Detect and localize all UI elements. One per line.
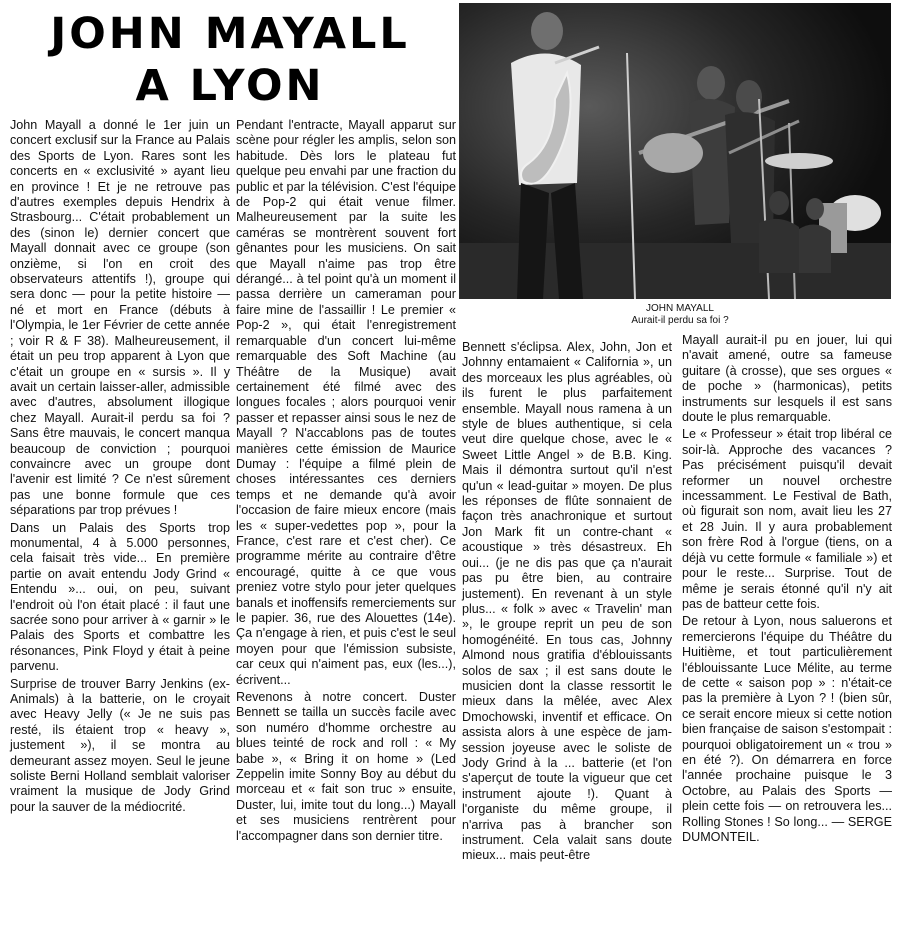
article-paragraph: John Mayall a donné le 1er juin un concert exclusif sur la France au Palais des Sports de Lyon. Rares sont les concerts en « exclusivité » ayant lieu en province ! Et je ne retrouve pas d'autres exemples depuis Hendrix à Strasbourg... C'était probablement un des (sinon le) dernier concert que Mayall donnait avec ce groupe (son onzième, si l'on en croit des observateurs attentifs !), groupe qui sera donc — pour la petite histoire — né et mort en France (débuts à l'Olympia, le 1er Février de cette année ; voir R & F 38). Malheureusement, il était un peu trop apparent à Lyon que c'était un groupe en « sursis ». Il y avait un certain laisser-aller, admissible avec d'autres, absolument illogique chez Mayall. Aurait-il perdu sa foi ? Sans être mauvais, le concert manqua beaucoup de conviction ; pourquoi convaincre avec un groupe dont l'avenir est limité ? Ce n'est sûrement pas une bonne formule que ces séparations par trop prévues ! — [10, 118, 230, 518]
concert-photo — [459, 3, 891, 299]
photo-caption — [560, 303, 800, 327]
article-paragraph: Revenons à notre concert. Duster Bennett se tailla un succès facile avec son numéro d'homme orchestre au blues teinté de rock and roll : « My babe », « Bring it on home » (Led Zeppelin imite Sonny Boy au début du morceau et « fait son truc » ensuite, Duster, lui, imite tout du long...) Mayall et ses musiciens rentrèrent pour l'accompagner dans son dernier titre. — [236, 690, 456, 843]
photo-caption-text: Aurait-il perdu sa foi ? — [631, 315, 729, 326]
headline — [10, 8, 450, 112]
article-column-1 — [10, 118, 230, 817]
article-column-3 — [462, 340, 672, 866]
concert-photo-illustration — [459, 3, 891, 299]
article-paragraph: Dans un Palais des Sports trop monumental, 4 à 5.000 personnes, cela faisait très vide... En première partie on avait entendu Jody Grind « Entendu »... oui, on peu, suivant l'endroit où l'on était placé : il faut une sacrée sono pour arriver à « garnir » le Palais des Sports et combattre les résonances, Pink Floyd y était à peine parvenu. — [10, 520, 230, 674]
headline-line-1: JOHN MAYALL — [50, 9, 410, 59]
article-paragraph: Le « Professeur » était trop libéral ce soir-là. Approche des vacances ? Pas précisément puisqu'il devait reformer un nouvel orchestre incessamment. Le Festival de Bath, où figurait son nom, avait lieu les 27 et 28 Juin. Il y aura probablement son frère Rod à l'orgue (tiens, on a déjà vu cette formule « familiale ») et pour le reste... Surprise. Tout de même je serais étonné qu'il n'y ait pas de batteur cette fois. — [682, 427, 892, 611]
article-paragraph: De retour à Lyon, nous saluerons et remercierons l'équipe du Théâtre du Huitième, et tout particulièrement l'éblouissante Luce Mélite, au terme de cette « saison pop » : n'était-ce pas la première à Lyon ? ! (bien sûr, ce serait encore mieux si cette notion bien française de saison s'estompait : pourquoi obligatoirement un « trou » en été ?). On démarrera en force l'année prochaine puisque le 3 Octobre, au Palais des Sports — plein cette fois — on retrouvera les... Rolling Stones ! So long... — SERGE DUMONTEIL. — [682, 614, 892, 844]
article-column-4 — [682, 333, 892, 847]
article-column-2 — [236, 118, 456, 846]
article-paragraph: Bennett s'éclipsa. Alex, John, Jon et Johnny entamaient « California », un des morceaux les plus agréables, où ils furent le plus parfaitement ensemble. Mayall nous ramena à un style de blues authentique, si cela veut dire quelque chose, avec le « Sweet Little Angel » de B.B. King. Mais il démontra surtout qu'il n'est qu'un « lead-guitar » moyen. De plus les réponses de flûte sonnaient de façon très anachronique et surtout Jon Mark fit un contre-chant « acoustique » très désastreux. Eh oui... (je ne dis pas que ça n'aurait pas pu être bien, au contraire justement). En revenant à un style plus... « folk » avec « Travelin' man », le groupe reprit un peu de son homogénéité. En tous cas, Johnny Almond nous gratifia d'éblouissants solos de sax ; il est sans doute le musicien dont la classe ressortit le mieux dans la mêlée, avec Alex Dmochowski, inventif et efficace. On assista alors à une espèce de jam-session joyeuse avec le soliste de Jody Grind à la ... batterie (et l'on s'aperçut de toute la vigueur que cet instrument ajoute !). Quant à l'organiste du même groupe, il n'arriva pas à brancher son instrument. Cela valait sans doute mieux... mais peut-être — [462, 340, 672, 863]
article-paragraph: Mayall aurait-il pu en jouer, lui qui n'avait amené, outre sa fameuse guitare (à crosse), que ses orgues « de poche » (harmonicas), petits instruments sur lesquels il est sans doute le plus remarquable. — [682, 333, 892, 425]
article-paragraph: Pendant l'entracte, Mayall apparut sur scène pour régler les amplis, selon son habitude. Dès lors le plateau fut quelque peu envahi par une fraction du public et par la télévision. C'est l'équipe de Pop-2 qui était venue filmer. Malheureusement par la suite les caméras se montrèrent souvent fort gênantes pour les musiciens. On sait que Mayall n'aime pas trop être dérangé... à tel point qu'à un moment il passa derrière un cameraman pour faire mine de l'assaillir ! Le premier « Pop-2 », qui était l'enregistrement remarquable d'un concert lui-même remarquable des Soft Machine (au Théâtre de la Musique) avait certainement été filmé avec des longues focales ; alors pourquoi venir passer et repasser ainsi sous le nez de Mayall ? N'accablons pas de toutes manières cette émission de Maurice Dumay : l'équipe a filmé plein de choses intéressantes ces derniers temps et ne demande qu'à avoir l'occasion de faire mieux encore (mais les « super-vedettes pop », pour la France, c'est rare et c'est cher). Ce programme mérite au contraire d'être encouragé, quitte à ce que vous preniez votre stylo pour jeter quelques banals et inoffensifs remerciements sur le papier. 36, rue des Alouettes (14e). Ça n'engage à rien, et puis c'est le seul moyen pour que l'émission subsiste, car ceux qui n'aiment pas, eux (les...), écrivent... — [236, 118, 456, 687]
photo-caption-name: JOHN MAYALL — [646, 303, 714, 314]
headline-line-2: A LYON — [135, 61, 325, 111]
article-paragraph: Surprise de trouver Barry Jenkins (ex-Animals) à la batterie, on le croyait avec Heavy Jelly (« Je ne suis pas resté, ils étaient trop « heavy », justement »), il se montra au demeurant assez moyen. Seul le jeune soliste Berni Holland semblait valoriser vraiment la musique de Jody Grind pour la sauver de la médiocrité. — [10, 676, 230, 814]
